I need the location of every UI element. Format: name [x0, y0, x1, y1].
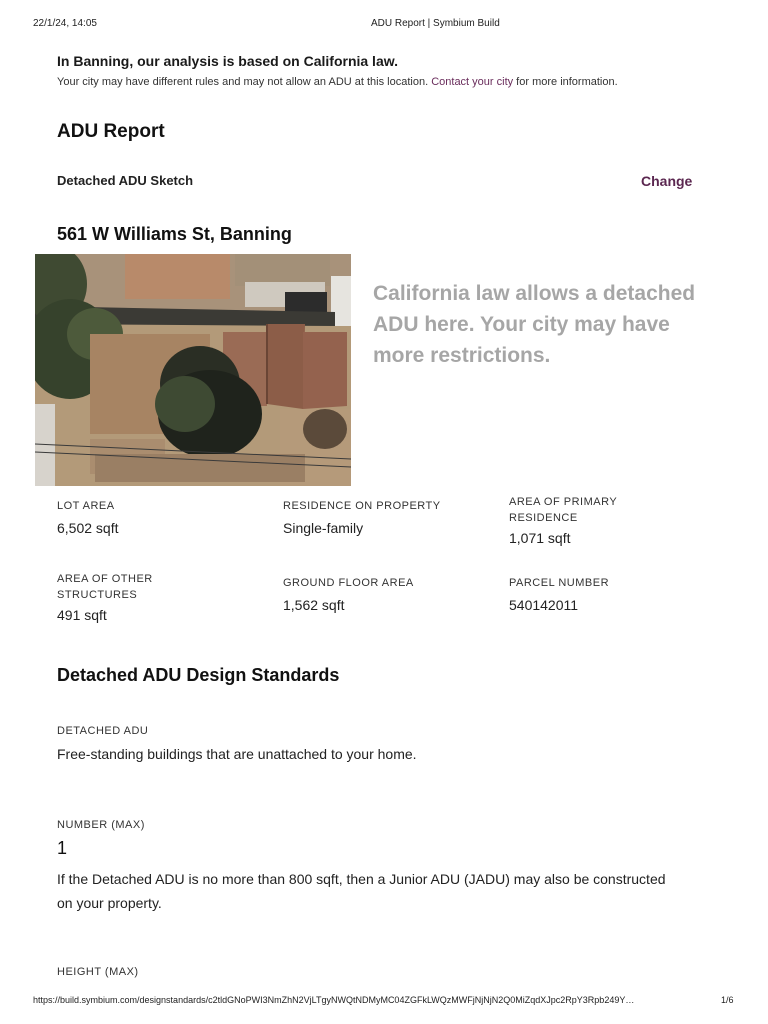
fact-label: LOT AREA	[57, 500, 115, 512]
fact-lot-area	[57, 498, 257, 536]
notice-text-before: Your city may have different rules and may not allow an ADU at this location.	[57, 76, 432, 88]
number-max-value: 1	[57, 838, 68, 858]
adu-type-standard-description: Free-standing buildings that are unattached to your home.	[57, 746, 417, 762]
print-footer-url: https://build.symbium.com/designstandards/c2tldGNoPWI3NmZhN2VjLTgyNWQtNDMyMC04ZGFkLWQzMWFjNjNjN2Q0MiZqdXJpc2RpY3Rpb249Y…	[33, 995, 635, 1005]
print-page-number: 1/6	[721, 995, 734, 1005]
jurisdiction-notice-body	[57, 76, 618, 88]
satellite-map-image	[35, 254, 351, 486]
fact-ground-floor-area	[283, 575, 483, 613]
number-max-label: NUMBER (MAX)	[57, 819, 145, 831]
number-max-description: If the Detached ADU is no more than 800 sqft, then a Junior ADU (JADU) may also be constructed on your property.	[57, 871, 666, 911]
print-page-title: ADU Report | Symbium Build	[371, 18, 500, 29]
fact-value: 1,562 sqft	[283, 597, 345, 613]
design-standards-heading: Detached ADU Design Standards	[57, 665, 340, 685]
fact-label: GROUND FLOOR AREA	[283, 577, 414, 589]
california-law-statement: California law allows a detached ADU here. Your city may have more restrictions.	[373, 282, 696, 367]
fact-label: AREA OF OTHER STRUCTURES	[57, 573, 153, 601]
fact-label: PARCEL NUMBER	[509, 577, 610, 589]
fact-parcel-number	[509, 575, 709, 613]
fact-label: AREA OF PRIMARY RESIDENCE	[509, 496, 617, 524]
adu-type-label: Detached ADU Sketch	[57, 173, 194, 188]
fact-value: Single-family	[283, 520, 364, 536]
fact-value: 540142011	[509, 597, 579, 613]
contact-city-link[interactable]: Contact your city	[431, 76, 514, 88]
property-address: 561 W Williams St, Banning	[57, 224, 292, 244]
fact-other-structures-area	[57, 571, 207, 623]
change-adu-type-button[interactable]: Change	[641, 173, 693, 189]
height-max-label: HEIGHT (MAX)	[57, 966, 139, 978]
fact-value: 1,071 sqft	[509, 530, 571, 546]
fact-primary-residence-area	[509, 494, 659, 546]
fact-residence	[283, 498, 483, 536]
fact-value: 491 sqft	[57, 607, 107, 623]
fact-value: 6,502 sqft	[57, 520, 119, 536]
notice-text-after: for more information.	[513, 76, 618, 88]
adu-type-standard-label: DETACHED ADU	[57, 725, 149, 737]
jurisdiction-notice-title: In Banning, our analysis is based on California law.	[57, 53, 398, 69]
report-heading: ADU Report	[57, 121, 165, 142]
aerial-view	[35, 254, 351, 486]
print-datetime: 22/1/24, 14:05	[33, 18, 97, 29]
fact-label: RESIDENCE ON PROPERTY	[283, 500, 441, 512]
